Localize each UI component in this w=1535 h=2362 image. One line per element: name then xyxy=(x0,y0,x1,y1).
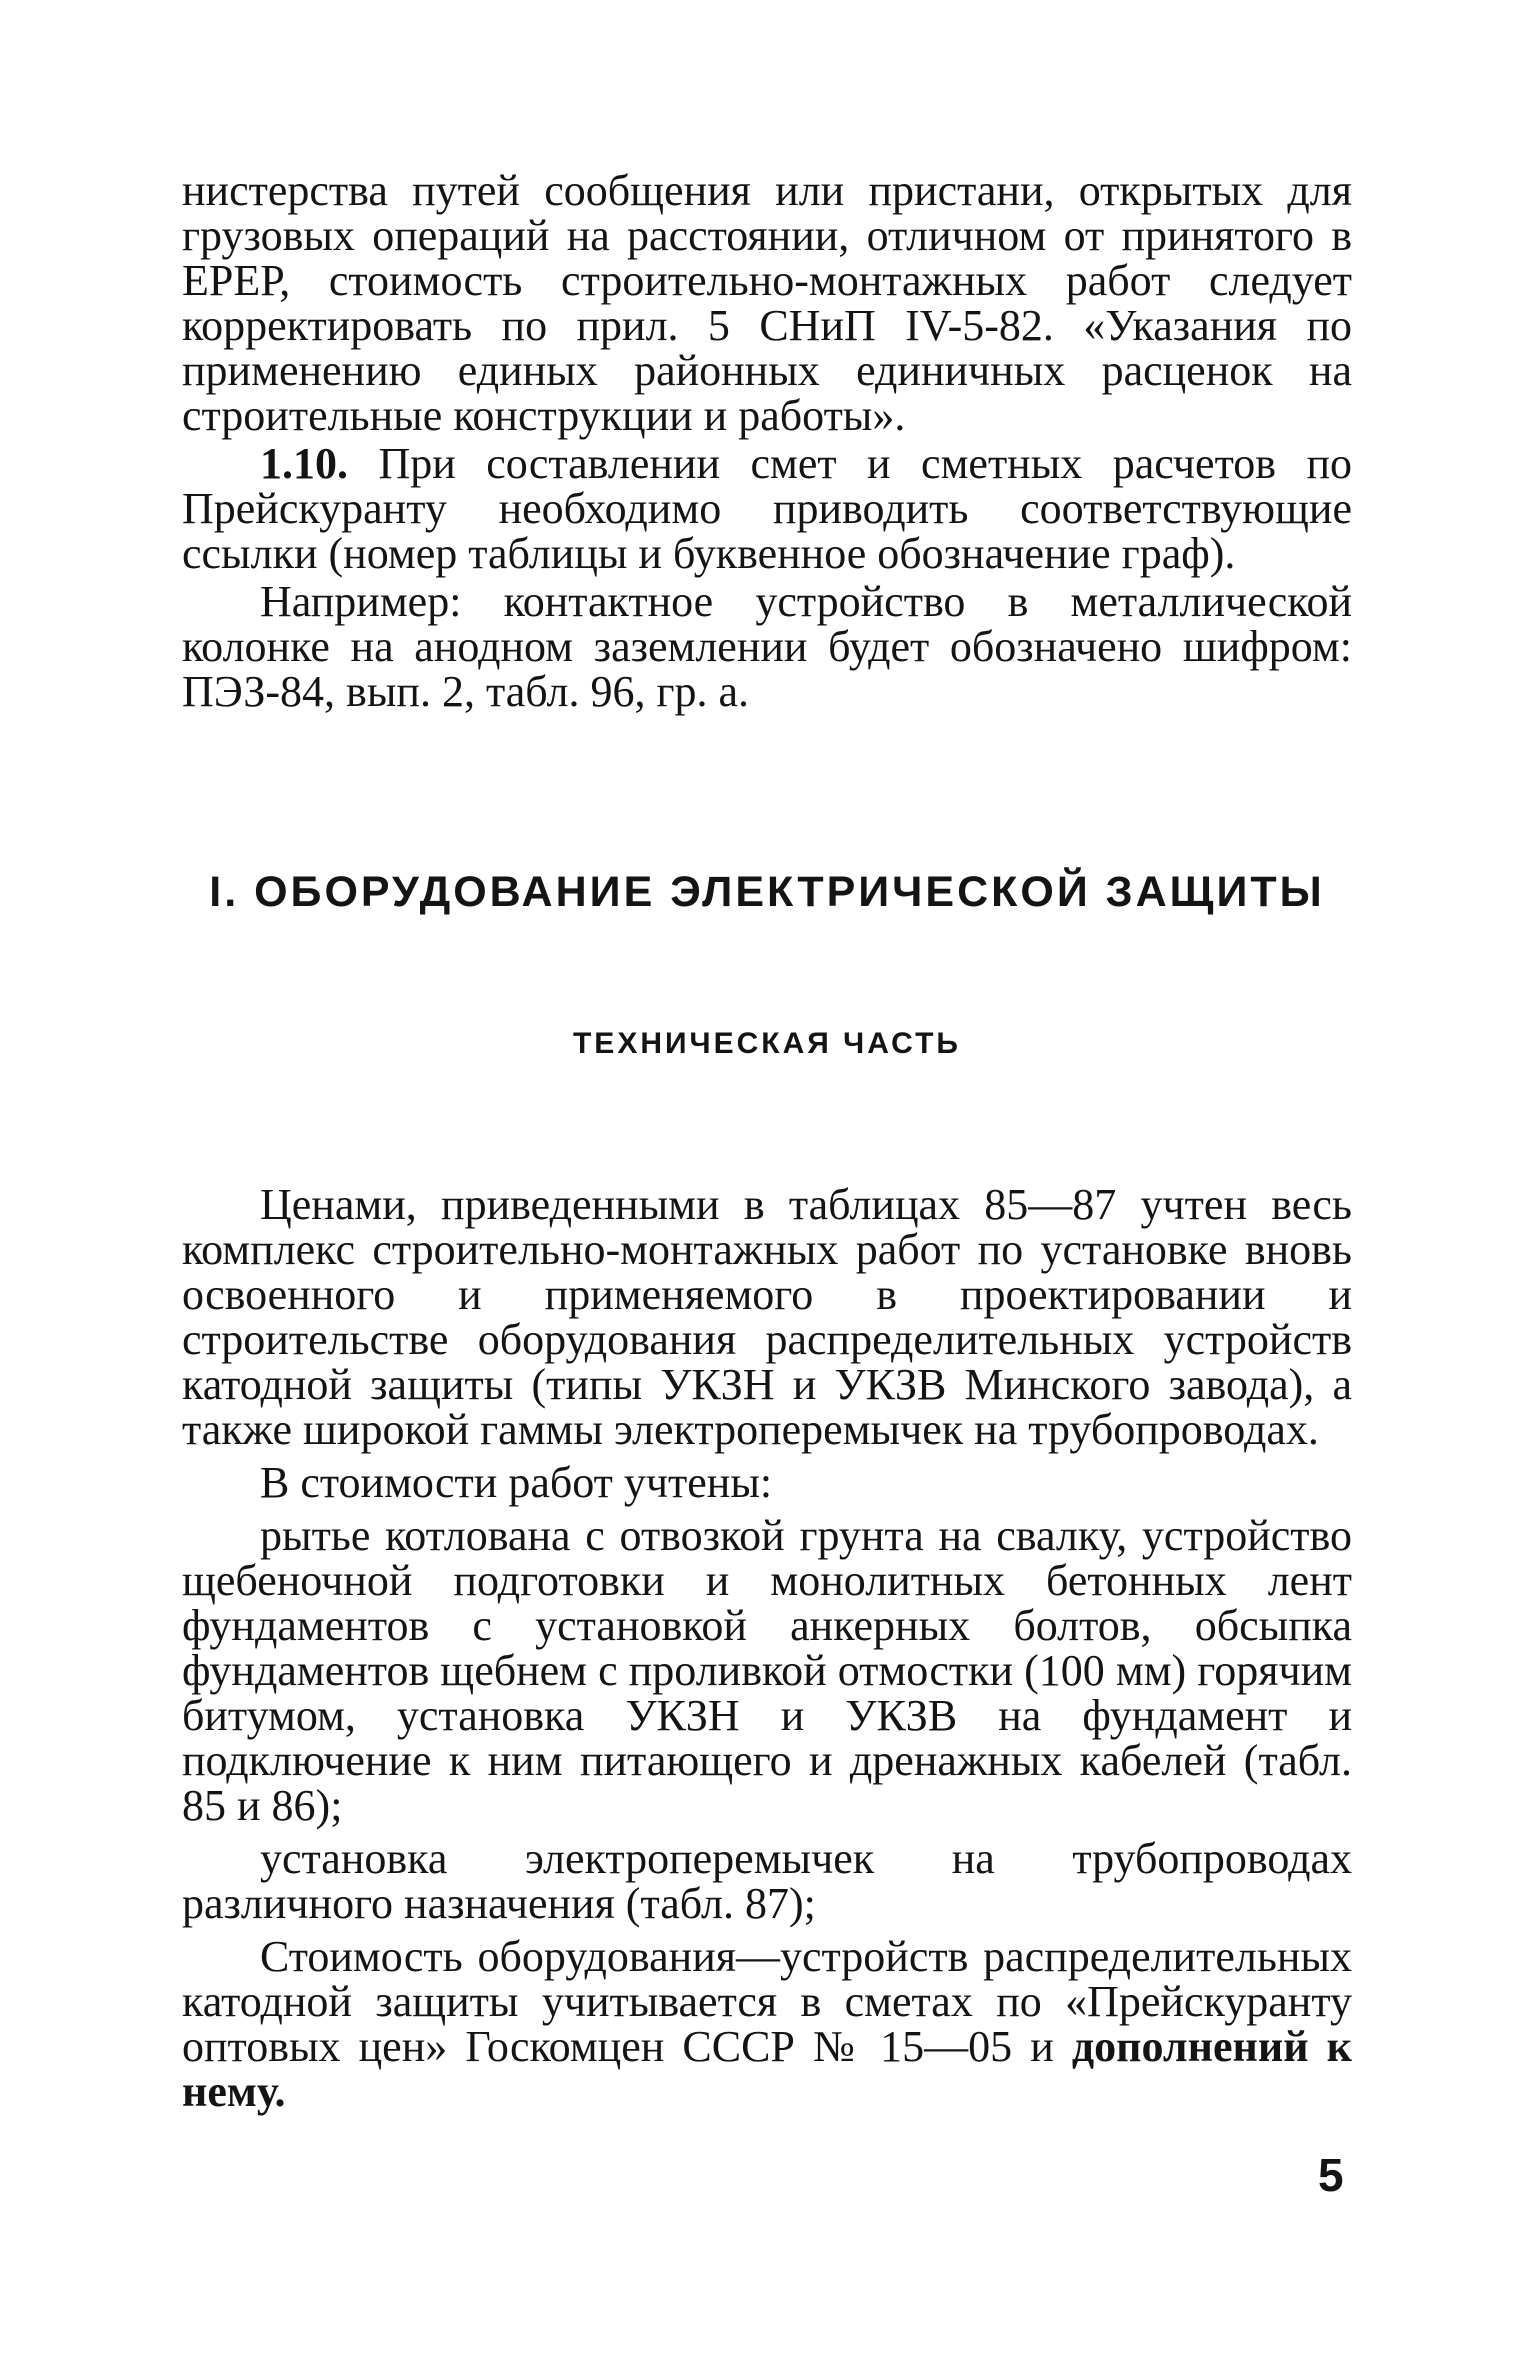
section-title: I. ОБОРУДОВАНИЕ ЭЛЕКТРИЧЕСКОЙ ЗАЩИТЫ xyxy=(209,868,1325,916)
paragraph-jumpers: установка электроперемычек на трубопроводах различного назначения (табл. 87); xyxy=(182,1834,1352,1928)
paragraph-prices: Ценами, приведенными в таблицах 85—87 учтен весь комплекс строительно-монтажных работ по установке вновь освоенного и применяемого в проектировании и строительстве оборудования распределительных устройств катодной защиты (типы УКЗН и УКЗВ Минского завода), а также широкой гаммы электроперемычек на трубопроводах. xyxy=(182,1180,1352,1454)
section-subtitle: ТЕХНИЧЕСКАЯ ЧАСТЬ xyxy=(572,1027,961,1060)
document-page xyxy=(182,168,1352,2114)
equipment-cost-text: Стоимость оборудования—устройств распределительных катодной защиты учитывается в сметах по «Прейскуранту оптовых цен» Госкомцен СССР № 15—05 и xyxy=(182,1932,1352,2071)
paragraph-equipment-cost xyxy=(182,1934,1352,2114)
equipment-cost-bold: дополнений к нему. xyxy=(182,2022,1352,2116)
paragraph-clause-1-10 xyxy=(182,441,1352,576)
page-number: 5 xyxy=(1318,2149,1344,2201)
paragraph-excavation: рытье котлована с отвозкой грунта на свалку, устройство щебеночной подготовки и монолитных бетонных лент фундаментов с установкой анкерных болтов, обсыпка фундаментов щебнем с проливкой отмостки (100 мм) горячим битумом, установка УКЗН и УКЗВ на фундамент и подключение к ним питающего и дренажных кабелей (табл. 85 и 86); xyxy=(182,1511,1352,1830)
paragraph-example: Например: контактное устройство в металлической колонке на анодном заземлении будет обозначено шифром: ПЭЗ-84, вып. 2, табл. 96, гр. а. xyxy=(182,577,1352,716)
paragraph-continuation: нистерства путей сообщения или пристани, открытых для грузовых операций на расстоянии, отличном от принятого в ЕРЕР, стоимость строительно-монтажных работ следует корректировать по прил. 5 СНиП IV-5-82. «Указания по применению единых районных единичных расценок на строительные конструкции и работы». xyxy=(182,166,1352,440)
clause-number: 1.10. xyxy=(260,439,348,488)
paragraph-included-works: В стоимости работ учтены: xyxy=(260,1458,773,1507)
clause-text: При составлении смет и сметных расчетов по Прейскуранту необходимо приводить соответствующие ссылки (номер таблицы и буквенное обозначение граф). xyxy=(182,439,1352,578)
